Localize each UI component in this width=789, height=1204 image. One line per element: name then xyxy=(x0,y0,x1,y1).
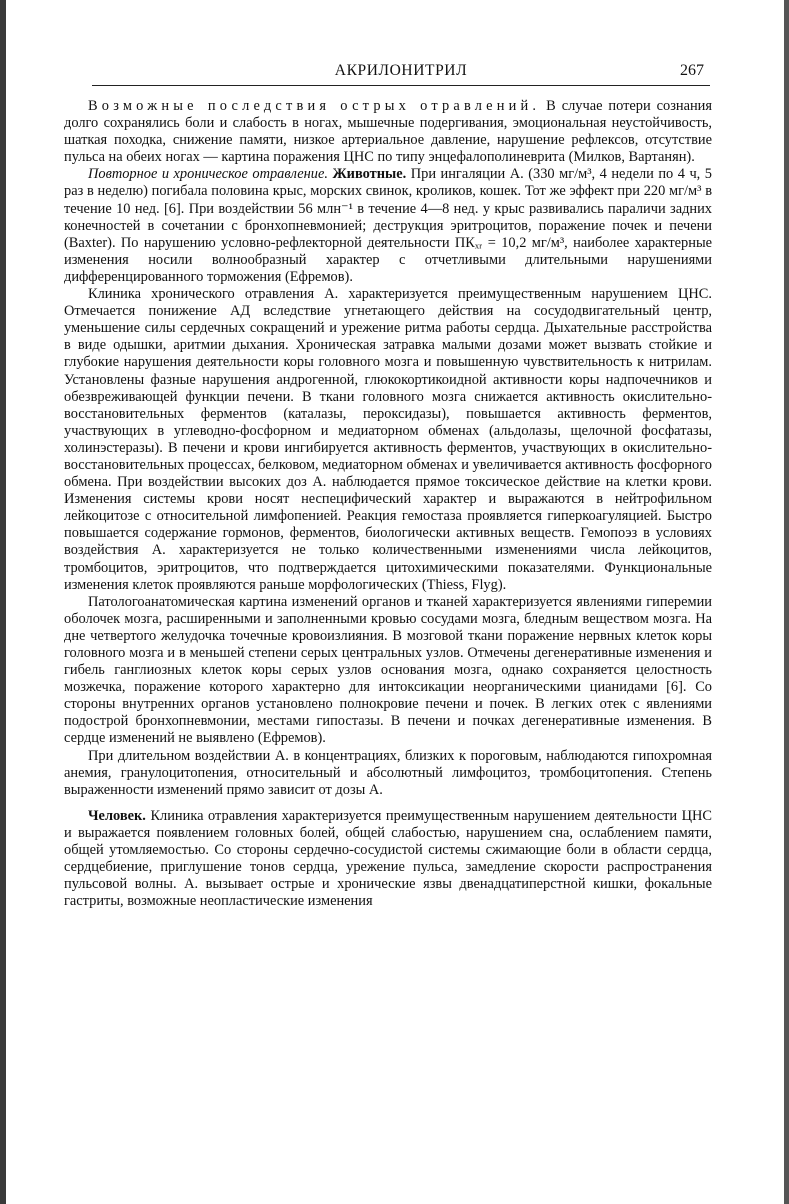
paragraph-lead-bold: Человек. xyxy=(88,807,146,824)
paragraph-text: При длительном воздействии А. в концентрациях, близких к пороговым, наблюдаются гипохромная анемия, гранулоцитопения, относительный и абсолютный лимфоцитоз, тромбоцитопения. Степень выраженности изменений прямо зависит от дозы А. xyxy=(64,747,712,798)
paragraph-text: Клиника хронического отравления А. характеризуется преимущественным нарушением ЦНС. Отмечается понижение АД вследствие угнетающего действия на сосудодвигательный центр, уменьшение силы сердечных сокращений и урежение ритма работы сердца. Дыхательные расстройства в виде одышки, аритмии дыхания. Хроническая затравка малыми дозами может вызвать стойкие и глубокие нарушения деятельности коры головного мозга и повышенную чувствительность к нитрилам. Установлены фазные нарушения андрогенной, глюкокортикоидной активности коры надпочечников и обезвреживающей функции печени. В ткани головного мозга снижается активность окислительно-восстановительных ферментов (каталазы, пероксидазы), повышается активность ферментов, участвующих в углеводно-фосфорном и медиаторном обменах (альдолазы, щелочной фосфатазы, холинэстеразы). В печени и крови ингибируется активность ферментов, участвующих в окислительно-восстановительных процессах, белковом, медиаторном обменах и увеличивается активность фосфорного обмена. При воздействии высоких доз А. наблюдается прямое токсическое действие на клетки крови. Изменения системы крови носят неспецифический характер и выражаются в нейтрофильном лейкоцитозе с относительной лимфопенией. Реакция гемостаза проявляется гиперкоагуляцией. Быстро повышается содержание гормонов, ферментов, биологически активных веществ. Гемопоэз в условиях воздействия А. характеризуется не только количественными изменениями числа лейкоцитов, тромбоцитов, эритроцитов, что подтверждается цитохимическими показателями. Функциональные изменения клеток проявляются раньше морфологических (Thiess, Flyg). xyxy=(64,286,712,593)
page-number: 267 xyxy=(680,62,704,79)
scan-edge-left xyxy=(0,0,6,1204)
paragraph-lead-italic: Повторное и хроническое отравление. xyxy=(88,166,328,183)
running-title: АКРИЛОНИТРИЛ xyxy=(334,62,468,79)
paragraph-text: При ингаляции А. (330 мг/м³, 4 недели по 4 ч, 5 раз в неделю) погибала половина крыс, морских свинок, кроликов, кошек. Тот же эффект при 220 мг/м³ в течение 10 нед. [6]. При воздействии 56 млн⁻¹ в течение 4—8 нед. у крыс развивались параличи задних конечностей в сочетании с бронхопневмонией; деструкция эритроцитов, поражение почек и печени (Baxter). По нарушению условно-рефлекторной деятельности ПКₓᵣ = 10,2 мг/м³, наиболее характерные изменения носили волнообразный характер с отчетливыми длительными нарушениями дифференцированного торможения (Ефремов). xyxy=(64,166,712,285)
paragraph-chronic-animals xyxy=(64,166,712,286)
paragraph-text: В случае потери сознания долго сохранялись боли и слабость в ногах, мышечные подергивания, эмоциональная неустойчивость, шаткая походка, снижение памяти, низкое артериальное давление, нарушение рефлексов, отсутствие пульса на обеих ногах — картина поражения ЦНС по типу энцефалополиневрита (Милков, Вартанян). xyxy=(64,98,713,166)
paragraph-pathology xyxy=(64,594,712,748)
running-head xyxy=(92,62,710,84)
paragraph-lead-spaced: Возможные последствия острых отравлений. xyxy=(88,98,541,114)
paragraph-text: Клиника отравления характеризуется преимущественным нарушением деятельности ЦНС и выражается появлением головных болей, общей слабостью, нарушением сна, ослаблением памяти, общей утомляемостью. Со стороны сердечно-сосудистой системы сжимающие боли в области сердца, сердцебиение, приглушение тонов сердца, урежение пульса, замедление скорости распространения пульсовой волны. А. вызывает острые и хронические язвы двенадцатиперстной кишки, фокальные гастриты, возможные неопластические изменения xyxy=(64,807,712,910)
paragraph-text: Патологоанатомическая картина изменений органов и тканей характеризуется явлениями гиперемии оболочек мозга, расширенными и заполненными кровью сосудами мозга, бледным веществом мозга. На дне четвертого желудочка точечные кровоизлияния. В мозговой ткани поражение нервных клеток коры головного мозга и в меньшей степени серых центральных узлов. Отмечены дегенеративные изменения и гибель ганглиозных клеток коры серых узлов основания мозга, однако сохраняется целостность мозжечка, поражение которого характерно для интоксикации неорганическими цианидами [6]. Со стороны внутренних органов установлено полнокровие печени и почек. В легких отек с явлениями подострой бронхопневмонии, местами гипостазы. В печени и почках дегенеративные изменения. В сердце изменений не выявлено (Ефремов). xyxy=(64,593,712,747)
paragraph-long-exposure xyxy=(64,748,712,799)
paragraph-chronic-clinic xyxy=(64,286,712,594)
header-rule xyxy=(92,85,710,86)
paragraph-lead-bold: Животные. xyxy=(327,166,407,183)
paragraph-acute-consequences xyxy=(64,98,712,166)
body-text xyxy=(64,98,712,910)
paragraph-human xyxy=(64,808,712,911)
scan-edge-right xyxy=(784,0,789,1204)
